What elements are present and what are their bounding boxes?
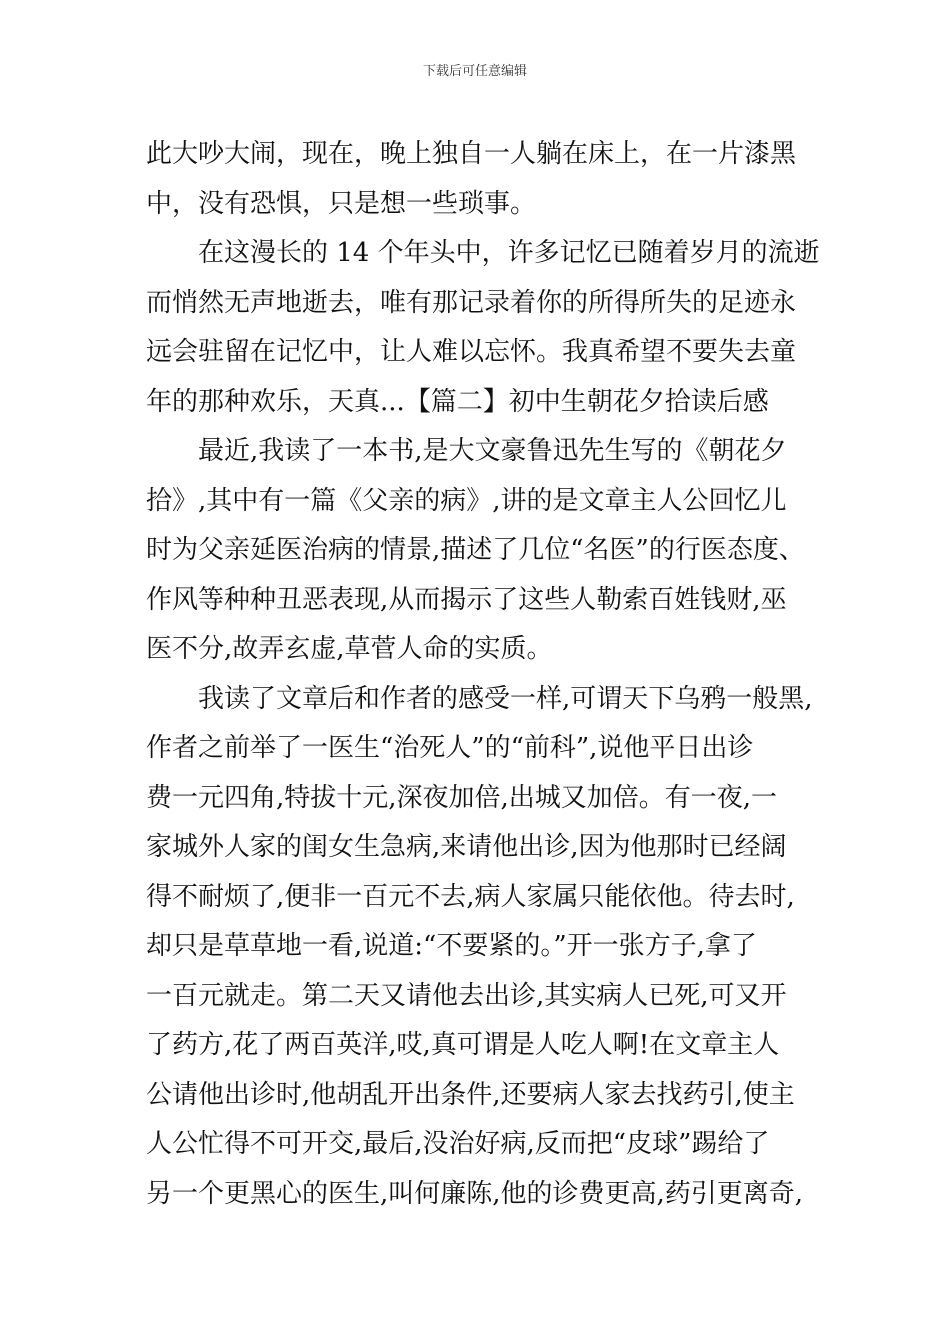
text-line: 中，没有恐惧，只是想一些琐事。 — [146, 188, 537, 219]
text-line: 公请他出诊时,他胡乱开出条件,还要病人家去找药引,使主 — [146, 1079, 795, 1110]
text-line: 我读了文章后和作者的感受一样,可谓天下乌鸦一般黑, — [198, 683, 813, 714]
text-line: 作风等种种丑恶表现,从而揭示了这些人勒索百姓钱财,巫 — [146, 584, 787, 615]
paragraph — [146, 130, 818, 229]
text-line: 人公忙得不可开交,最后,没治好病,反而把“皮球”踢给了 — [146, 1129, 770, 1159]
text-line: 拾》,其中有一篇《父亲的病》,讲的是文章主人公回忆儿 — [146, 485, 787, 516]
text-line: 在这漫长的 14 个年头中，许多记忆已随着岁月的流逝 — [198, 238, 820, 268]
paragraph — [146, 427, 818, 675]
page-header: 下载后可任意编辑 — [422, 64, 527, 79]
text-line: 作者之前举了一医生“治死人”的“前科”,说他平日出诊 — [146, 733, 754, 763]
paragraph — [146, 229, 818, 427]
text-line: 家城外人家的闺女生急病,来请他出诊,因为他那时已经阔 — [146, 832, 787, 862]
text-line: 另一个更黑心的医生,叫何廉陈,他的诊费更高,药引更离奇, — [146, 1178, 804, 1209]
text-line: 此大吵大闹，现在，晚上独自一人躺在床上，在一片漆黑 — [146, 139, 797, 169]
text-line: 最近,我读了一本书,是大文豪鲁迅先生写的《朝花夕 — [198, 436, 787, 466]
document-body — [146, 130, 818, 1219]
text-line: 费一元四角,特拔十元,深夜加倍,出城又加倍。有一夜,一 — [146, 782, 778, 813]
text-line: 却只是草草地一看,说道:“不要紧的。”开一张方子,拿了 — [146, 931, 757, 961]
text-line: 医不分,故弄玄虚,草菅人命的实质。 — [146, 634, 553, 664]
text-line: 年的那种欢乐，天真...【篇二】初中生朝花夕拾读后感 — [146, 386, 769, 417]
text-line: 远会驻留在记忆中，让人难以忘怀。我真希望不要失去童 — [146, 337, 797, 367]
paragraph — [146, 675, 818, 1220]
text-line: 了药方,花了两百英洋,哎,真可谓是人吃人啊!在文章主人 — [146, 1030, 780, 1060]
text-line: 时为父亲延医治病的情景,描述了几位“名医”的行医态度、 — [146, 535, 805, 565]
text-line: 一百元就走。第二天又请他去出诊,其实病人已死,可又开 — [146, 980, 787, 1011]
text-line: 而悄然无声地逝去，唯有那记录着你的所得所失的足迹永 — [146, 287, 797, 318]
text-line: 得不耐烦了,便非一百元不去,病人家属只能依他。待去时, — [146, 881, 795, 912]
